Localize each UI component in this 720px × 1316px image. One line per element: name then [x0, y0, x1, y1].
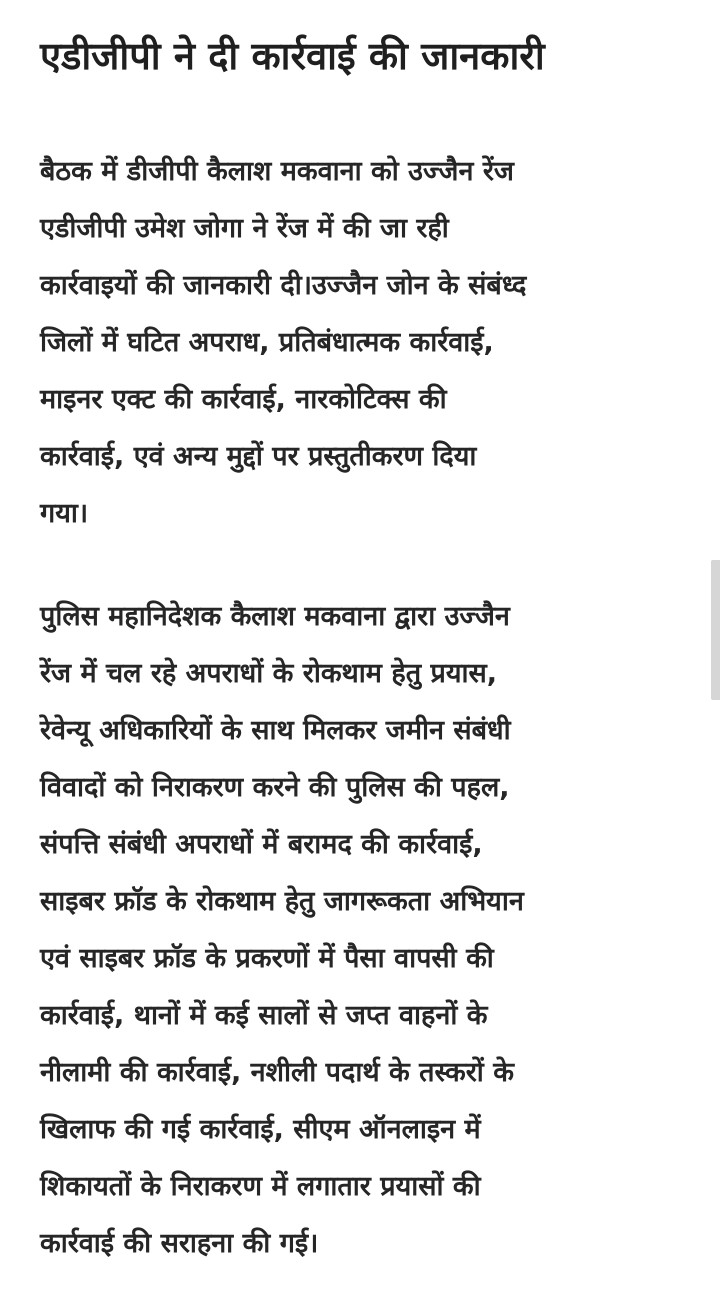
- paragraph-line: जिलों में घटित अपराध, प्रतिबंधात्मक कार्रवाई,: [40, 327, 494, 358]
- paragraph-line: एवं साइबर फ्रॉड के प्रकरणों में पैसा वापसी की: [40, 943, 494, 974]
- paragraph-line: बैठक में डीजीपी कैलाश मकवाना को उज्जैन रेंज: [40, 156, 514, 187]
- paragraph-line: कार्रवाइयों की जानकारी दी।उज्जैन जोन के संबंध्द: [40, 270, 527, 301]
- paragraph-line: खिलाफ की गई कार्रवाई, सीएम ऑनलाइन में: [40, 1114, 481, 1145]
- paragraph-line: रेंज में चल रहे अपराधों के रोकथाम हेतु प्रयास,: [40, 658, 498, 689]
- paragraph-line: कार्रवाई की सराहना की गई।: [40, 1228, 319, 1259]
- paragraph-line: शिकायतों के निराकरण में लगातार प्रयासों की: [40, 1171, 481, 1202]
- article-headline: एडीजीपी ने दी कार्रवाई की जानकारी: [40, 34, 545, 78]
- paragraph-line: माइनर एक्ट की कार्रवाई, नारकोटिक्स की: [40, 384, 447, 415]
- paragraph-line: संपत्ति संबंधी अपराधों में बरामद की कार्रवाई,: [40, 829, 483, 860]
- paragraph-line: कार्रवाई, एवं अन्य मुद्दों पर प्रस्तुतीकरण दिया: [40, 441, 477, 472]
- paragraph-line: कार्रवाई, थानों में कई सालों से जप्त वाहनों के: [40, 1000, 488, 1031]
- paragraph-line: एडीजीपी उमेश जोगा ने रेंज में की जा रही: [40, 213, 449, 244]
- paragraph-line: गया।: [40, 498, 89, 529]
- paragraph-line: नीलामी की कार्रवाई, नशीली पदार्थ के तस्करों के: [40, 1057, 514, 1088]
- paragraph-line: विवादों को निराकरण करने की पुलिस की पहल,: [40, 772, 510, 803]
- article-paragraph-2: [40, 588, 690, 1272]
- paragraph-line: रेवेन्यू अधिकारियों के साथ मिलकर जमीन संबंधी: [40, 715, 511, 746]
- paragraph-line: पुलिस महानिदेशक कैलाश मकवाना द्वारा उज्जैन: [40, 601, 510, 632]
- paragraph-line: साइबर फ्रॉड के रोकथाम हेतु जागरूकता अभियान: [40, 886, 524, 917]
- scrollbar-thumb[interactable]: [711, 560, 720, 700]
- article-paragraph-1: [40, 143, 690, 542]
